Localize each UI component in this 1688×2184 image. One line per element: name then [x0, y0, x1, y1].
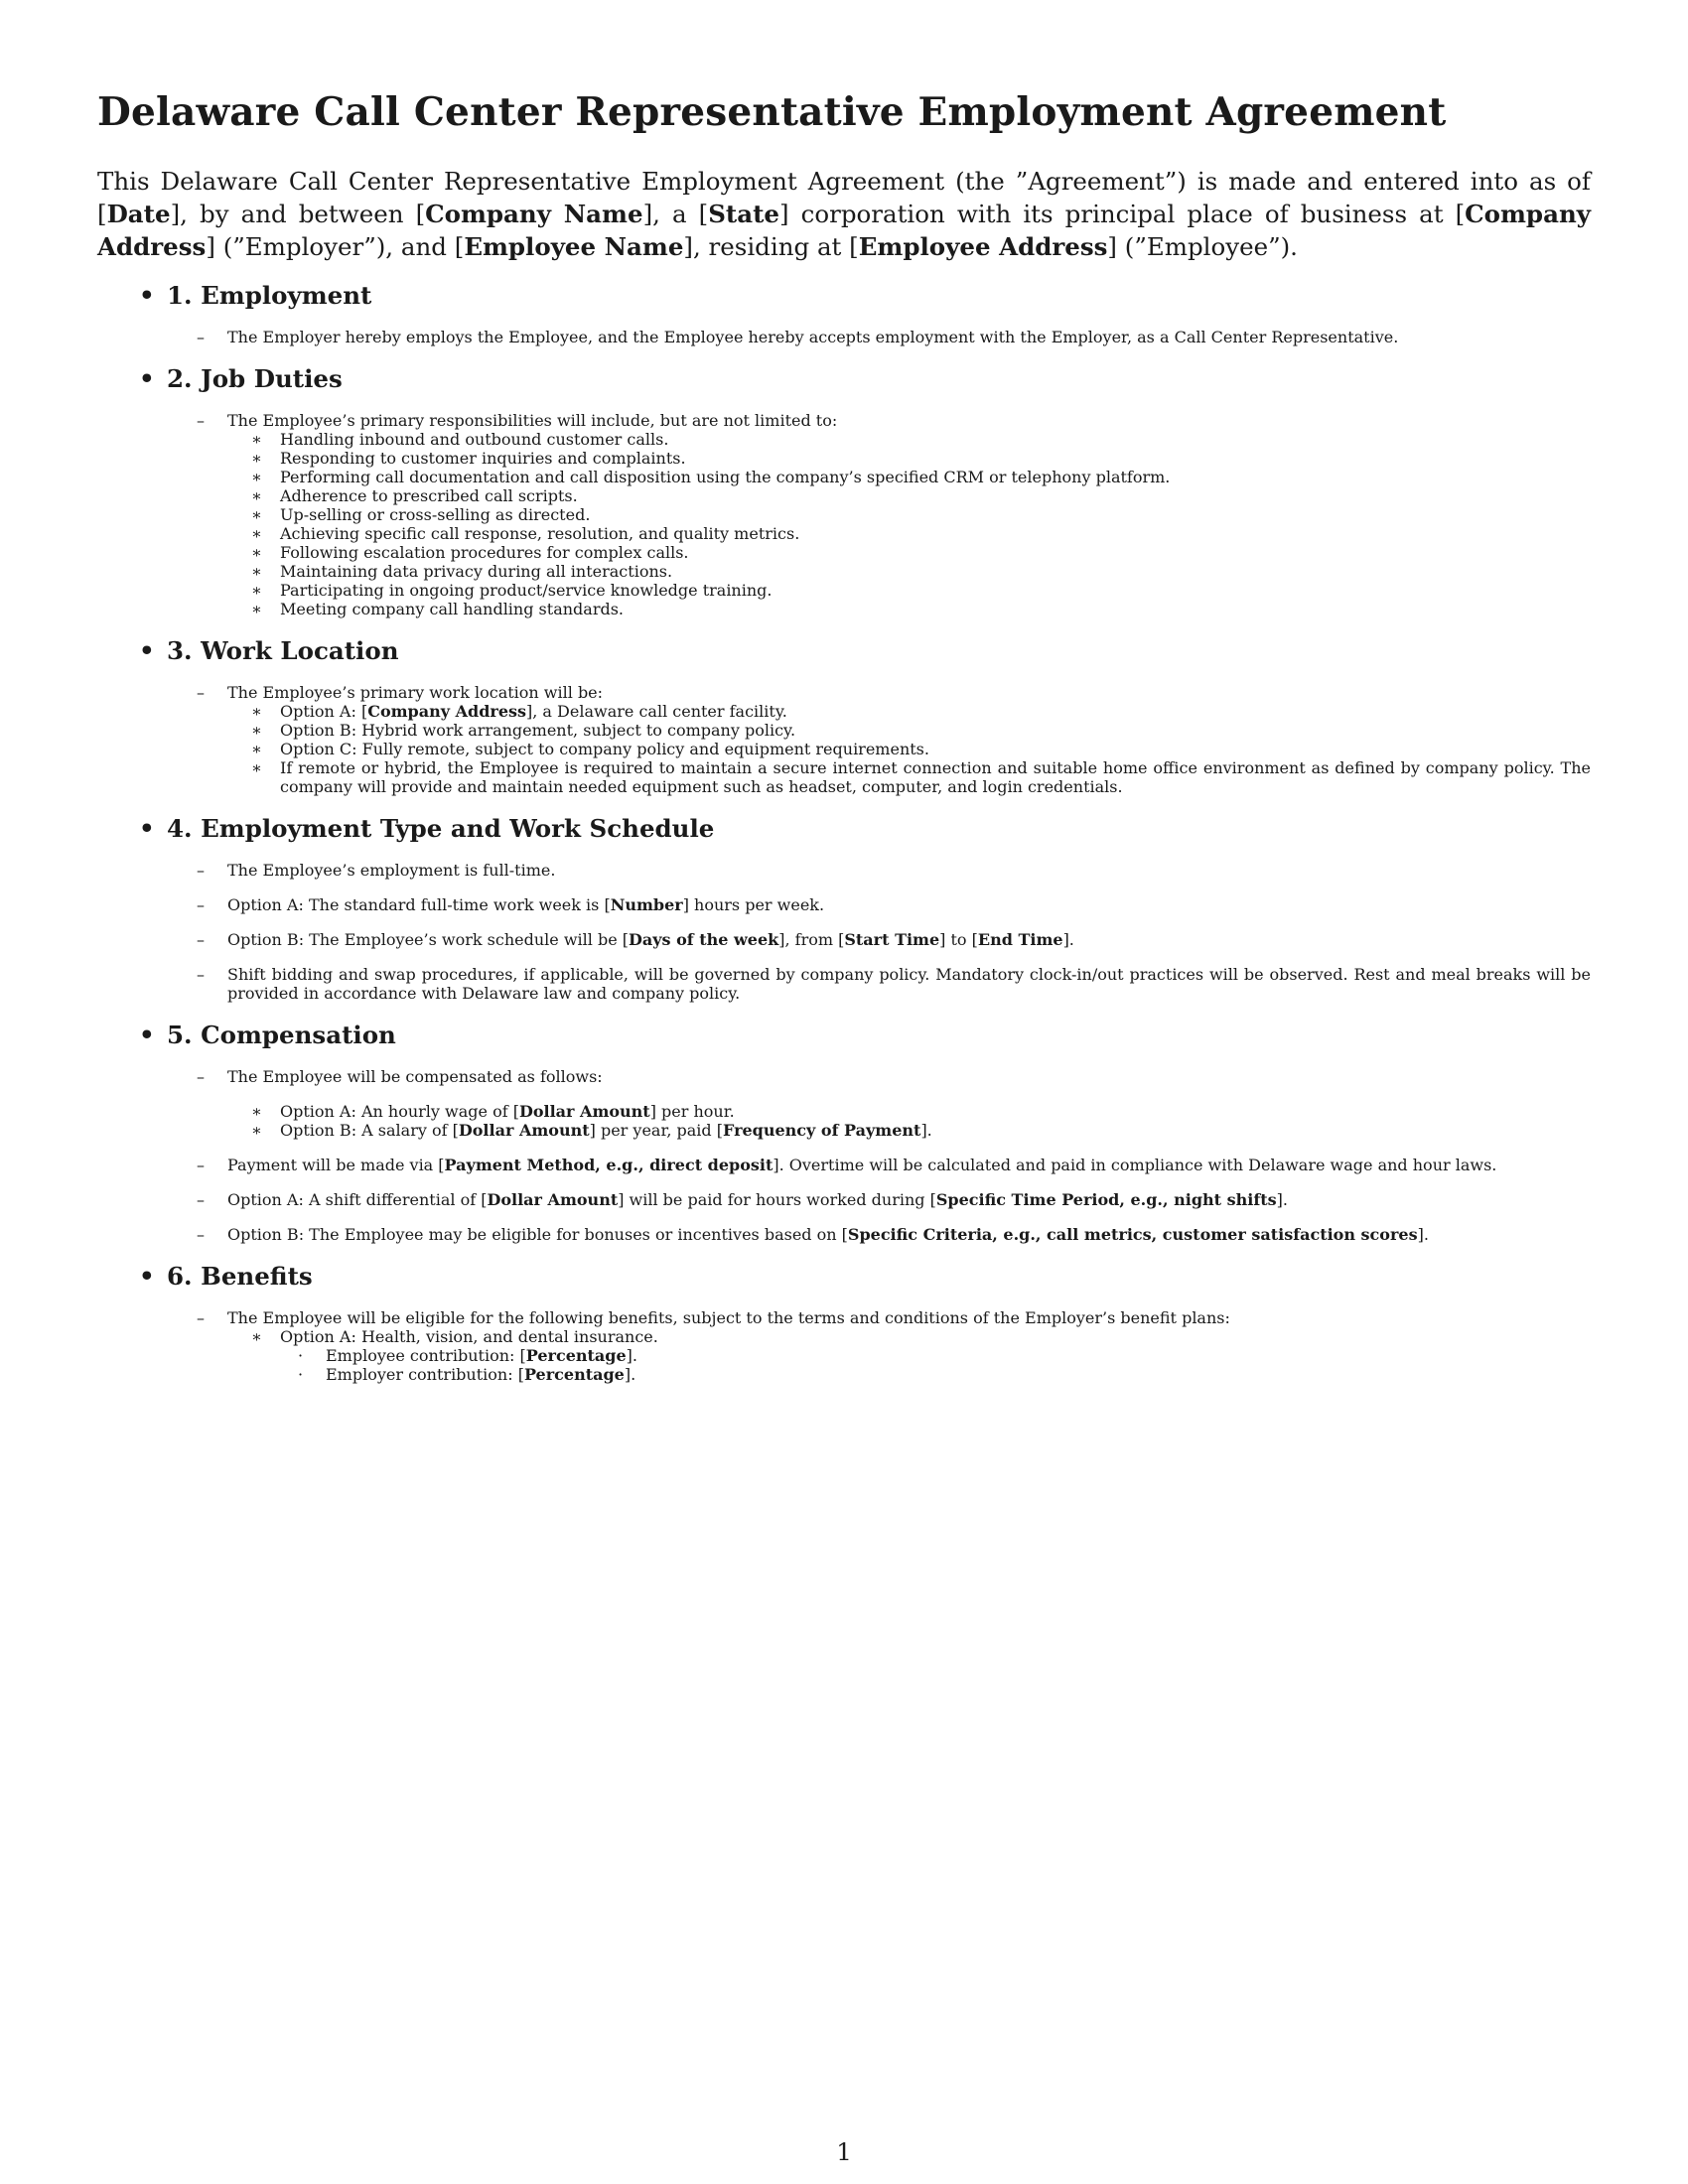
section-employment-type [97, 812, 1591, 1003]
dash-icon: – [197, 930, 205, 949]
list-item [97, 1225, 1591, 1244]
compensation-option [97, 1102, 1591, 1121]
dash-icon: – [197, 683, 205, 702]
location-option [97, 740, 1591, 758]
asterisk-icon: ∗ [251, 1327, 262, 1346]
duty-text: Up-selling or cross-selling as directed. [280, 505, 591, 524]
list-item [97, 1156, 1591, 1174]
asterisk-icon: ∗ [251, 721, 262, 740]
list-item [97, 861, 1591, 880]
duty-item [97, 600, 1591, 618]
section-heading [97, 1260, 1591, 1293]
section-benefits [97, 1260, 1591, 1384]
bullet-icon: • [139, 364, 155, 393]
placeholder-state: State [708, 200, 780, 228]
list-item-text: ], from [ [778, 930, 845, 949]
placeholder-dollar-amount: Dollar Amount [487, 1190, 619, 1209]
asterisk-icon: ∗ [251, 758, 262, 777]
intro-paragraph [97, 165, 1591, 263]
contribution-text: Employer contribution: [ [326, 1365, 524, 1384]
bullet-icon: • [139, 814, 155, 843]
asterisk-icon: ∗ [251, 449, 262, 468]
section-heading [97, 279, 1591, 312]
bullet-icon: • [139, 281, 155, 310]
intro-text: ] (”Employee”). [1107, 232, 1298, 261]
duty-item [97, 430, 1591, 449]
list-item-text: Option B: The Employee may be eligible for bonuses or incentives based on [ [227, 1225, 848, 1244]
list-item-text: Option A: A shift differential of [ [227, 1190, 488, 1209]
dash-icon: – [197, 895, 205, 914]
list-item-text: The Employee will be eligible for the following benefits, subject to the terms and conditions of the Employer’s benefit plans: [227, 1308, 1230, 1327]
list-item [97, 683, 1591, 702]
document-title: Delaware Call Center Representative Employment Agreement [97, 89, 1447, 135]
duty-item [97, 562, 1591, 581]
intro-text: ] (”Employer”), and [ [206, 232, 465, 261]
location-options [97, 702, 1591, 796]
list-item-text: The Employee’s employment is full-time. [227, 861, 556, 880]
placeholder-payment-frequency: Frequency of Payment [722, 1121, 921, 1140]
dot-icon: · [298, 1365, 304, 1384]
placeholder-number: Number [610, 895, 683, 914]
dash-icon: – [197, 1190, 205, 1209]
duty-text: Following escalation procedures for complex calls. [280, 543, 689, 562]
page-number: 1 [836, 2137, 852, 2166]
list-item-text: The Employer hereby employs the Employee, and the Employee hereby accepts employment with the Employer, as a Call Center Representative. [227, 328, 1399, 346]
duty-text: Responding to customer inquiries and complaints. [280, 449, 686, 468]
asterisk-icon: ∗ [251, 562, 262, 581]
asterisk-icon: ∗ [251, 486, 262, 505]
asterisk-icon: ∗ [251, 524, 262, 543]
list-item [97, 1308, 1591, 1327]
benefit-options [97, 1327, 1591, 1384]
asterisk-icon: ∗ [251, 430, 262, 449]
duties-list [97, 430, 1591, 618]
asterisk-icon: ∗ [251, 600, 262, 618]
list-item [97, 895, 1591, 914]
dot-icon: · [298, 1346, 304, 1365]
section-heading-text: 3. Work Location [167, 636, 399, 665]
contribution-item [97, 1346, 1591, 1365]
dash-icon: – [197, 1067, 205, 1086]
dash-icon: – [197, 965, 205, 984]
list-item-text: The Employee’s primary work location will be: [227, 683, 604, 702]
placeholder-days: Days of the week [629, 930, 779, 949]
list-item-text: Option B: The Employee’s work schedule will be [ [227, 930, 629, 949]
dash-icon: – [197, 411, 205, 430]
option-text: Option B: Hybrid work arrangement, subject to company policy. [280, 721, 796, 740]
section-heading [97, 634, 1591, 667]
duty-item [97, 581, 1591, 600]
placeholder-company-address: Company Address [367, 702, 527, 721]
dash-icon: – [197, 328, 205, 346]
bullet-icon: • [139, 636, 155, 665]
list-item-text: Shift bidding and swap procedures, if applicable, will be governed by company policy. Mandatory clock-in/out practices will be observed. Rest and meal breaks will be provided in accordance with Delaware law and company policy. [227, 965, 1591, 1003]
contribution-item [97, 1365, 1591, 1384]
placeholder-end-time: End Time [977, 930, 1063, 949]
dash-icon: – [197, 1308, 205, 1327]
section-heading-text: 4. Employment Type and Work Schedule [167, 814, 715, 843]
duty-text: Performing call documentation and call disposition using the company’s specified CRM or telephony platform. [280, 468, 1171, 486]
duty-text: Handling inbound and outbound customer calls. [280, 430, 669, 449]
list-item-text: ] to [ [939, 930, 978, 949]
duty-text: Adherence to prescribed call scripts. [280, 486, 578, 505]
intro-text: This Delaware Call Center Representative Employment Agreement (the ”Agreement”) is made and entered into as of [ [97, 167, 1591, 228]
list-item-text: ]. Overtime will be calculated and paid in compliance with Delaware wage and hour laws. [773, 1156, 1497, 1174]
list-item [97, 930, 1591, 949]
compensation-option [97, 1121, 1591, 1140]
list-item-text: Option A: The standard full-time work week is [ [227, 895, 611, 914]
section-employment [97, 279, 1591, 346]
location-option [97, 702, 1591, 721]
duty-text: Participating in ongoing product/service knowledge training. [280, 581, 773, 600]
option-text: ]. [920, 1121, 932, 1140]
placeholder-employee-name: Employee Name [464, 232, 684, 261]
list-item-text: The Employee will be compensated as follows: [227, 1067, 603, 1086]
list-item-text: The Employee’s primary responsibilities will include, but are not limited to: [227, 411, 838, 430]
asterisk-icon: ∗ [251, 543, 262, 562]
list-item [97, 328, 1591, 346]
dash-icon: – [197, 1225, 205, 1244]
intro-text: ], a [ [642, 200, 709, 228]
dash-icon: – [197, 1156, 205, 1174]
intro-text: ] corporation with its principal place of business at [ [779, 200, 1466, 228]
section-heading-text: 2. Job Duties [167, 364, 343, 393]
placeholder-dollar-amount: Dollar Amount [458, 1121, 590, 1140]
asterisk-icon: ∗ [251, 1102, 262, 1121]
benefit-option [97, 1327, 1591, 1346]
section-heading [97, 812, 1591, 845]
list-item [97, 965, 1591, 1003]
asterisk-icon: ∗ [251, 468, 262, 486]
option-text: Option A: Health, vision, and dental insurance. [280, 1327, 658, 1346]
placeholder-percentage: Percentage [525, 1346, 627, 1365]
section-compensation [97, 1019, 1591, 1244]
list-item-text: ] hours per week. [682, 895, 825, 914]
section-heading [97, 1019, 1591, 1051]
duty-item [97, 449, 1591, 468]
duty-text: Achieving specific call response, resolution, and quality metrics. [280, 524, 800, 543]
compensation-options [97, 1102, 1591, 1140]
intro-text: ], by and between [ [170, 200, 426, 228]
list-item [97, 1067, 1591, 1086]
placeholder-company-name: Company Name [425, 200, 643, 228]
option-text: ], a Delaware call center facility. [526, 702, 787, 721]
option-text: ] per hour. [649, 1102, 735, 1121]
section-work-location [97, 634, 1591, 796]
bullet-icon: • [139, 1021, 155, 1049]
section-heading-text: 5. Compensation [167, 1021, 396, 1049]
list-item-text: ] will be paid for hours worked during [ [618, 1190, 936, 1209]
placeholder-percentage: Percentage [523, 1365, 625, 1384]
asterisk-icon: ∗ [251, 505, 262, 524]
placeholder-payment-method: Payment Method, e.g., direct deposit [444, 1156, 774, 1174]
asterisk-icon: ∗ [251, 702, 262, 721]
option-text: Option A: [ [280, 702, 368, 721]
contribution-text: Employee contribution: [ [326, 1346, 526, 1365]
duty-text: Meeting company call handling standards. [280, 600, 625, 618]
asterisk-icon: ∗ [251, 740, 262, 758]
location-option [97, 758, 1591, 796]
list-item-text: Payment will be made via [ [227, 1156, 445, 1174]
bullet-icon: • [139, 1262, 155, 1291]
section-job-duties [97, 362, 1591, 618]
asterisk-icon: ∗ [251, 1121, 262, 1140]
list-item-text: ]. [1417, 1225, 1429, 1244]
placeholder-time-period: Specific Time Period, e.g., night shifts [935, 1190, 1277, 1209]
placeholder-date: Date [106, 200, 171, 228]
list-item-text: ]. [1276, 1190, 1288, 1209]
intro-text: ], residing at [ [683, 232, 859, 261]
section-heading-text: 6. Benefits [167, 1262, 313, 1291]
placeholder-criteria: Specific Criteria, e.g., call metrics, customer satisfaction scores [847, 1225, 1418, 1244]
placeholder-start-time: Start Time [844, 930, 940, 949]
duty-text: Maintaining data privacy during all interactions. [280, 562, 673, 581]
option-text: Option C: Fully remote, subject to company policy and equipment requirements. [280, 740, 929, 758]
option-text: ] per year, paid [ [589, 1121, 723, 1140]
section-heading-text: 1. Employment [167, 281, 372, 310]
contribution-text: ]. [624, 1365, 636, 1384]
duty-item [97, 524, 1591, 543]
list-item [97, 1190, 1591, 1209]
duty-item [97, 486, 1591, 505]
section-heading [97, 362, 1591, 395]
duty-item [97, 468, 1591, 486]
duty-item [97, 505, 1591, 524]
placeholder-employee-address: Employee Address [858, 232, 1108, 261]
placeholder-company-address: Company Address [97, 200, 1591, 261]
option-text: Option B: A salary of [ [280, 1121, 459, 1140]
placeholder-dollar-amount: Dollar Amount [518, 1102, 650, 1121]
dash-icon: – [197, 861, 205, 880]
option-text: Option A: An hourly wage of [ [280, 1102, 519, 1121]
asterisk-icon: ∗ [251, 581, 262, 600]
list-item [97, 411, 1591, 430]
contribution-text: ]. [626, 1346, 637, 1365]
list-item-text: ]. [1062, 930, 1074, 949]
contribution-list [97, 1346, 1591, 1384]
duty-item [97, 543, 1591, 562]
option-text: If remote or hybrid, the Employee is required to maintain a secure internet connection and suitable home office environment as defined by company policy. The company will provide and maintain needed equipment such as headset, computer, and login credentials. [280, 758, 1591, 796]
location-option [97, 721, 1591, 740]
